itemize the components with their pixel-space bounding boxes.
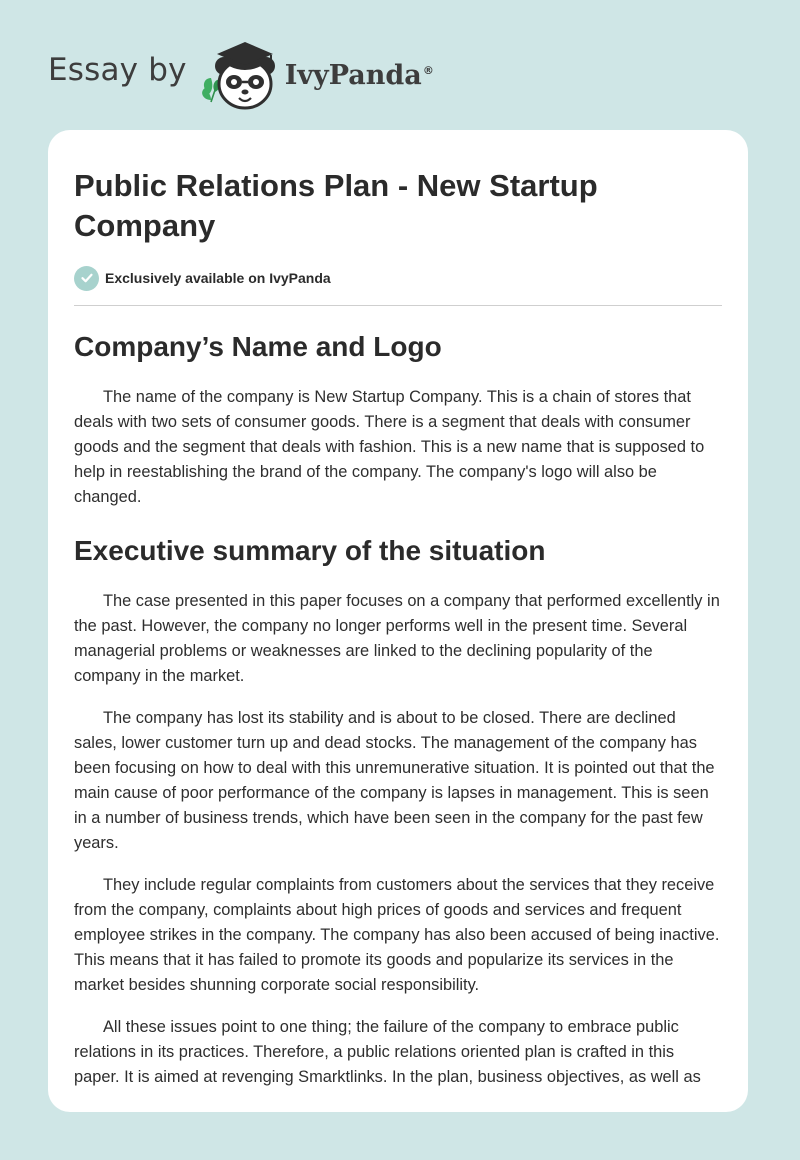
paragraph: All these issues point to one thing; the failure of the company to embrace public relations in its practices. Therefore, a public relations oriented plan is crafted in this paper. It is aimed at revenging Smarktlinks. In the plan, business objectives, as well as — [74, 1018, 701, 1086]
registered-mark: ® — [422, 63, 434, 77]
exclusive-label: Exclusively available on IvyPanda — [105, 270, 331, 286]
brand-prefix: Essay by — [48, 52, 187, 88]
essay-card — [48, 130, 748, 1112]
paragraph: The name of the company is New Startup Company. This is a chain of stores that deals with two sets of consumer goods. There is a segment that deals with consumer goods and the segment that deals with fashion. This is a new name that is supposed to help in reestablishing the brand of the company. The company's logo will also be changed. — [74, 388, 705, 506]
paragraph: The case presented in this paper focuses on a company that performed excellently in the past. However, the company no longer performs well in the present time. Several managerial problems or weaknesses are linked to the declining popularity of the company in the market. — [74, 592, 720, 685]
panda-graduate-logo-icon — [197, 34, 293, 114]
paragraph: The company has lost its stability and is about to be closed. There are declined sales, lower customer turn up and dead stocks. The management of the company has been focusing on how to deal with this unremunerative situation. It is pointed out that the main cause of poor performance of the company is lapses in management. This is seen in a number of business trends, which have been seen in the company for the past few years. — [74, 709, 715, 852]
title-divider — [74, 305, 722, 306]
section-heading-company-name: Company’s Name and Logo — [74, 331, 442, 362]
section-heading-executive-summary: Executive summary of the situation — [74, 535, 546, 566]
site-brand[interactable] — [48, 34, 434, 114]
page-title: Public Relations Plan - New Startup Company — [74, 168, 598, 243]
exclusive-badge — [74, 264, 722, 292]
check-icon — [74, 266, 99, 291]
brand-name: IvyPanda® — [284, 59, 434, 91]
paragraph: They include regular complaints from customers about the services that they receive from the company, complaints about high prices of goods and services and frequent employee strikes in the company. The company has also been accused of being inactive. This means that it has failed to promote its goods and popularize its services in the market besides shunning corporate social responsibility. — [74, 876, 720, 994]
